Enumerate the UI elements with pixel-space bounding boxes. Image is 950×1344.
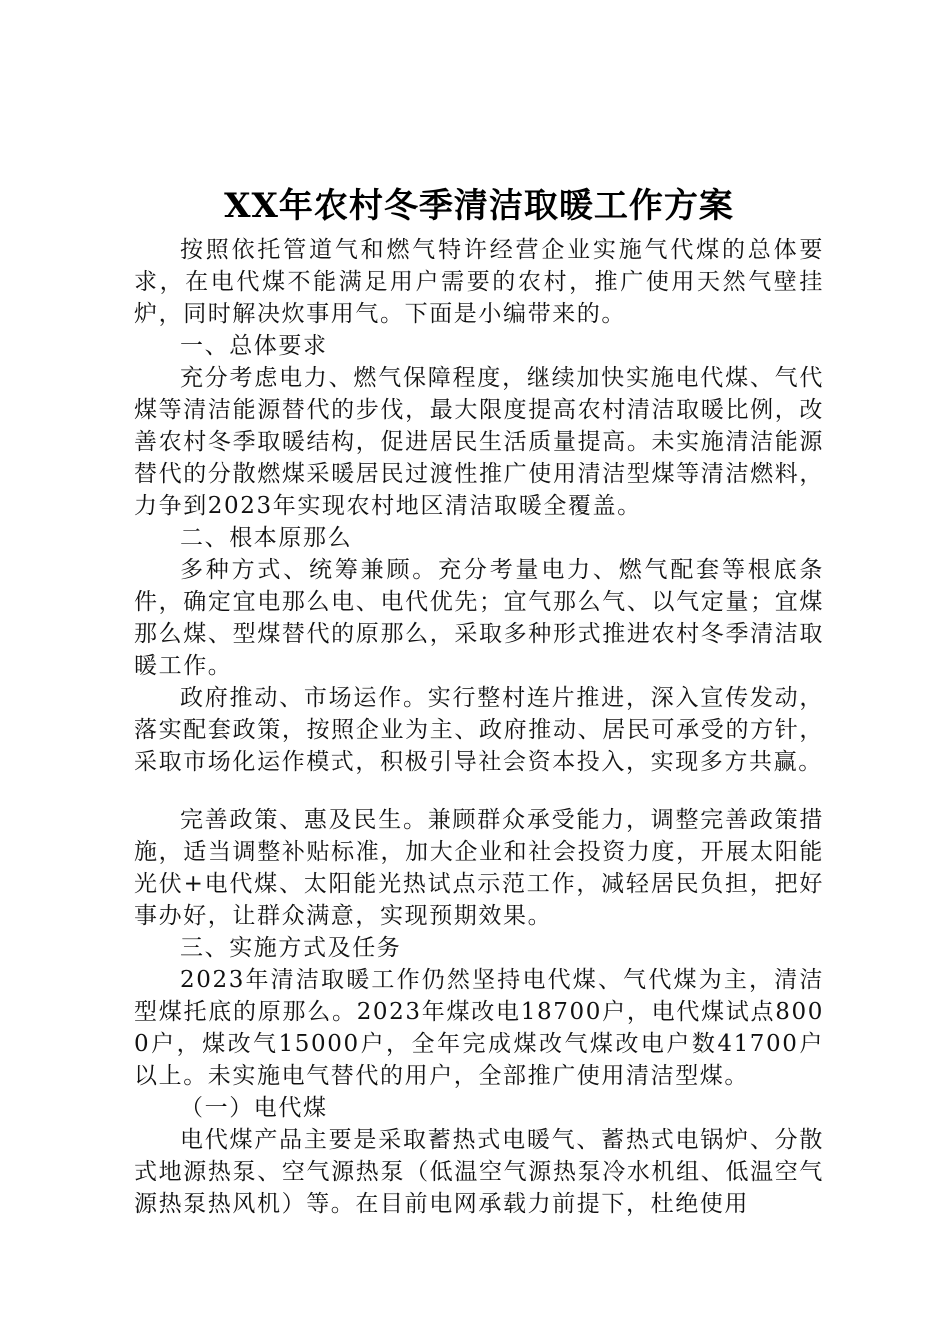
overall-requirements-paragraph: 充分考虑电力、燃气保障程度，继续加快实施电代煤、气代煤等清洁能源替代的步伐，最大限度提高农村清洁取暖比例，改善农村冬季取暖结构，促进居民生活质量提高。未实施清洁能源替代的分散燃煤采暖居民过渡性推广使用清洁型煤等清洁燃料，力争到2023年实现农村地区清洁取暖全覆盖。 bbox=[134, 365, 824, 519]
section-heading-implementation: 三、实施方式及任务 bbox=[180, 935, 402, 961]
document-page bbox=[134, 182, 824, 1220]
principle-paragraph-multiple-methods: 多种方式、统筹兼顾。充分考量电力、燃气配套等根底条件，确定宜电那么电、电代优先；宜气那么气、以气定量；宜煤那么煤、型煤替代的原那么，采取多种形式推进农村冬季清洁取暖工作。 bbox=[134, 557, 824, 679]
electric-replacement-paragraph: 电代煤产品主要是采取蓄热式电暖气、蓄热式电锅炉、分散式地源热泵、空气源热泵（低温空气源热泵冷水机组、低温空气源热泵热风机）等。在目前电网承载力前提下，杜绝使用 bbox=[134, 1127, 824, 1217]
section-heading-basic-principles: 二、根本原那么 bbox=[180, 525, 353, 551]
principle-paragraph-policy-livelihood: 完善政策、惠及民生。兼顾群众承受能力，调整完善政策措施，适当调整补贴标准，加大企业和社会投资力度，开展太阳能光伏+电代煤、太阳能光热试点示范工作，减轻居民负担，把好事办好，让群众满意，实现预期效果。 bbox=[134, 807, 824, 929]
section-heading-overall-requirements: 一、总体要求 bbox=[180, 333, 328, 359]
implementation-paragraph: 2023年清洁取暖工作仍然坚持电代煤、气代煤为主，清洁型煤托底的原那么。2023年煤改电18700户，电代煤试点8000户，煤改气15000户，全年完成煤改气煤改电户数41700户以上。未实施电气替代的用户，全部推广使用清洁型煤。 bbox=[134, 967, 824, 1089]
intro-paragraph: 按照依托管道气和燃气特许经营企业实施气代煤的总体要求，在电代煤不能满足用户需要的农村，推广使用天然气壁挂炉，同时解决炊事用气。下面是小编带来的。 bbox=[134, 237, 824, 327]
subsection-heading-electric-replacement: （一）电代煤 bbox=[180, 1095, 328, 1121]
principle-paragraph-government-market: 政府推动、市场运作。实行整村连片推进，深入宣传发动，落实配套政策，按照企业为主、政府推动、居民可承受的方针，采取市场化运作模式，积极引导社会资本投入，实现多方共赢。 bbox=[134, 685, 824, 775]
document-title: XX年农村冬季清洁取暖工作方案 bbox=[224, 186, 734, 226]
